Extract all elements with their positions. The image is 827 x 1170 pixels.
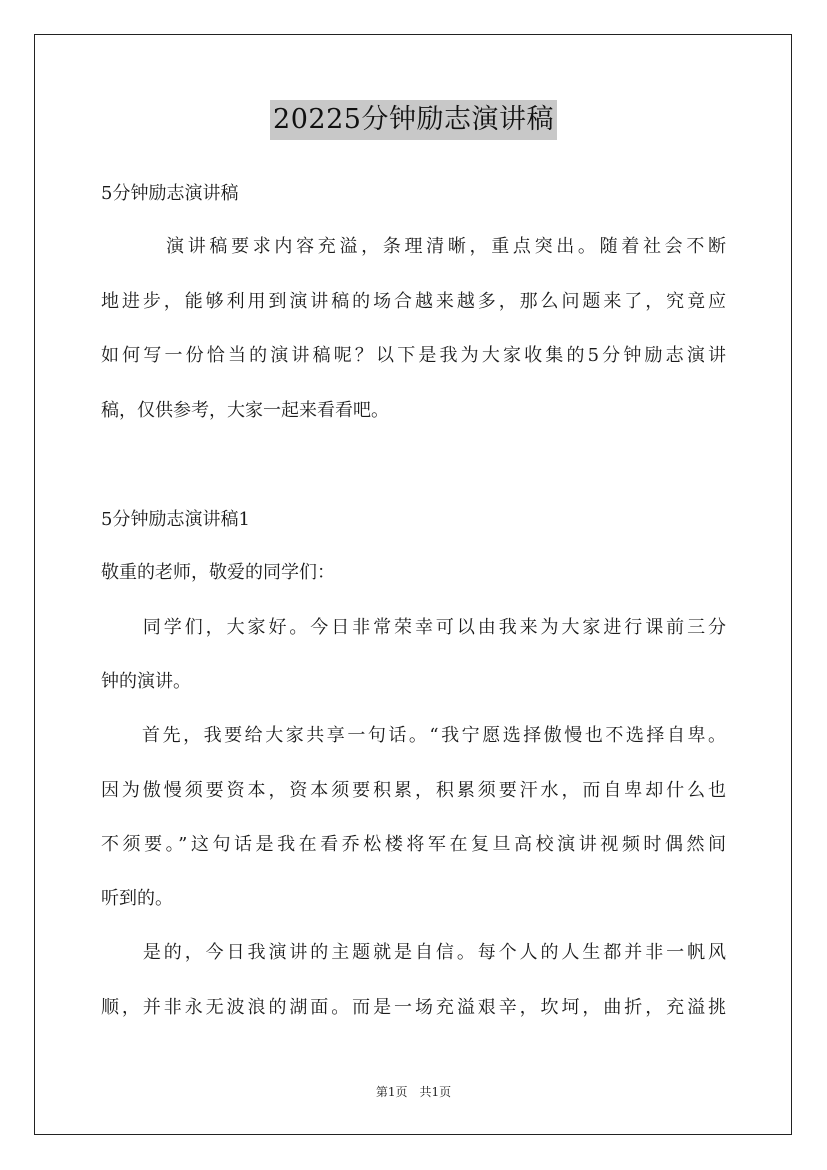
salutation-line: 敬重的老师，敬爱的同学们： [101,562,335,583]
paragraph-line: 如何写一份恰当的演讲稿呢？以下是我为大家收集的5分钟励志演讲 [101,345,726,366]
section-heading: 5分钟励志演讲稿 [101,183,239,204]
paragraph-line: 首先，我要给大家共享一句话。“我宁愿选择傲慢也不选择自卑。 [101,725,726,746]
paragraph-line: 钟的演讲。 [101,671,191,692]
page-footer: 第1页 共1页 [375,1085,452,1099]
paragraph-line: 同学们，大家好。今日非常荣幸可以由我来为大家进行课前三分 [101,617,726,638]
paragraph-line: 顺，并非永无波浪的湖面。而是一场充溢艰辛，坎坷，曲折，充溢挑 [101,997,726,1018]
paragraph-line: 地进步，能够利用到演讲稿的场合越来越多，那么问题来了，究竟应 [101,291,726,312]
document-title: 20225分钟励志演讲稿 [270,100,557,140]
paragraph-line: 听到的。 [101,888,173,909]
section-heading: 5分钟励志演讲稿1 [101,509,250,530]
paragraph-line: 是的，今日我演讲的主题就是自信。每个人的人生都并非一帆风 [101,942,726,963]
paragraph-line: 因为傲慢须要资本，资本须要积累，积累须要汗水，而自卑却什么也 [101,780,726,801]
paragraph-line: 稿，仅供参考，大家一起来看看吧。 [101,400,389,421]
title-container [0,100,827,140]
paragraph-line: 不须要。”这句话是我在看乔松楼将军在复旦高校演讲视频时偶然间 [101,834,726,855]
paragraph-line: 演讲稿要求内容充溢，条理清晰，重点突出。随着社会不断 [101,236,726,257]
